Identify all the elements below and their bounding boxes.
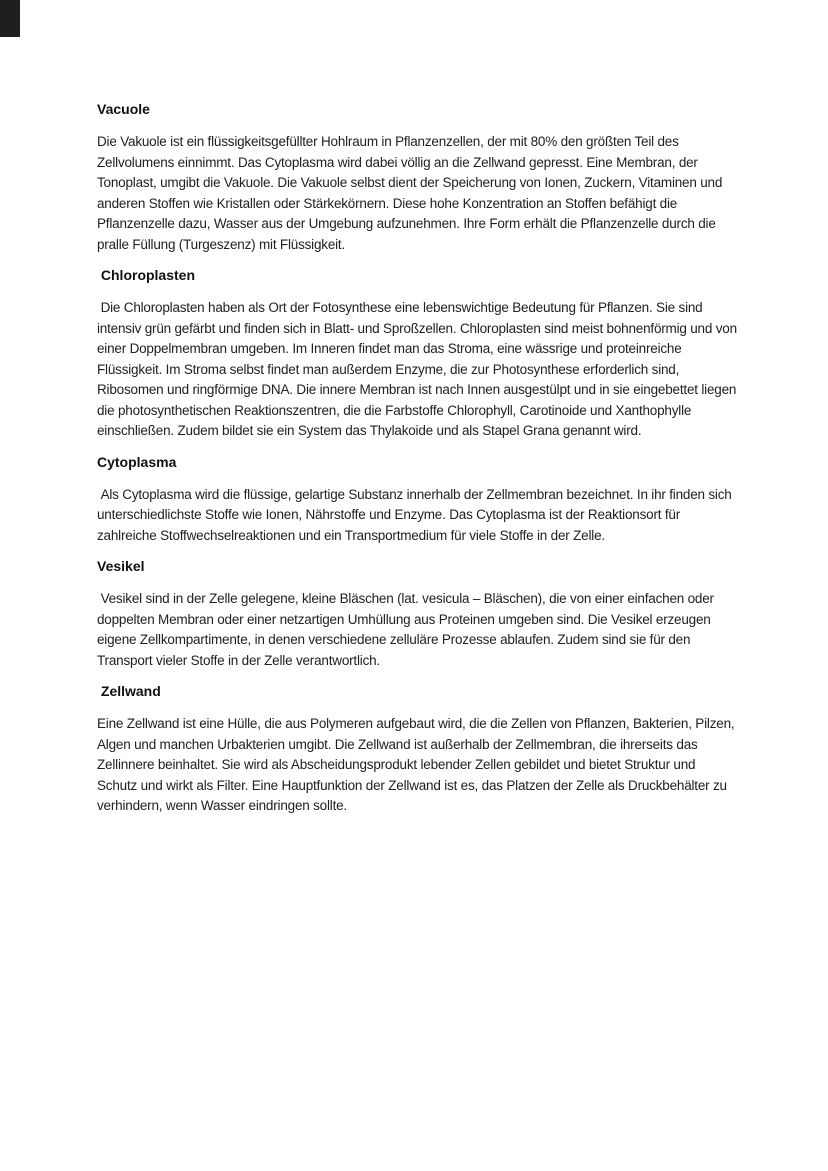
section-vacuole (97, 99, 738, 255)
heading-zellwand: Zellwand (97, 683, 161, 699)
document-content (97, 99, 741, 827)
paragraph-vacuole: Die Vakuole ist ein flüssigkeitsgefüllter Hohlraum in Pflanzenzellen, der mit 80% den größten Teil des Zellvolumens einnimmt. Das Cytoplasma wird dabei völlig an die Zellwand gepresst. Eine Membran, der Tonoplast, umgibt die Vakuole. Die Vakuole selbst dient der Speicherung von Ionen, Zuckern, Vitaminen und anderen Stoffen wie Kristallen oder Stärkekörnern. Diese hohe Konzentration an Stoffen befähigt die Pflanzenzelle dazu, Wasser aus der Umgebung aufzunehmen. Ihre Form erhält die Pflanzenzelle durch die pralle Füllung (Turgeszenz) mit Flüssigkeit. (97, 134, 726, 252)
paragraph-cytoplasma: Als Cytoplasma wird die flüssige, gelartige Substanz innerhalb der Zellmembran bezeichnet. In ihr finden sich unterschiedlichste Stoffe wie Ionen, Nährstoffe und Enzyme. Das Cytoplasma ist der Reaktionsort für zahlreiche Stoffwechselreaktionen und ein Transportmedium für viele Stoffe in der Zelle. (97, 486, 736, 543)
heading-vesikel: Vesikel (97, 558, 145, 574)
section-chloroplasten (97, 265, 741, 442)
section-vesikel (97, 556, 738, 671)
heading-vacuole: Vacuole (97, 101, 150, 117)
corner-artifact (0, 0, 20, 37)
paragraph-zellwand: Eine Zellwand ist eine Hülle, die aus Polymeren aufgebaut wird, die die Zellen von Pflanzen, Bakterien, Pilzen, Algen und manchen Urbakterien umgibt. Die Zellwand ist außerhalb der Zellmembran, die ihrerseits das Zellinnere beinhaltet. Sie wird als Abscheidungsprodukt lebender Zellen gebildet und bietet Struktur und Schutz und wirkt als Filter. Eine Hauptfunktion der Zellwand ist es, das Platzen der Zelle als Druckbehälter zu verhindern, wenn Wasser eindringen sollte. (97, 716, 738, 813)
heading-cytoplasma: Cytoplasma (97, 453, 177, 470)
heading-chloroplasten: Chloroplasten (97, 267, 196, 283)
section-cytoplasma (97, 452, 738, 547)
paragraph-vesikel: Vesikel sind in der Zelle gelegene, kleine Bläschen (lat. vesicula – Bläschen), die von einer einfachen oder doppelten Membran oder einer netzartigen Umhüllung aus Proteinen umgeben sind. Die Vesikel erzeugen eigene Zellkompartimente, in denen verschiedene zelluläre Prozesse ablaufen. Zudem sind sie für den Transport vieler Stoffe in der Zelle verantwortlich. (97, 591, 718, 668)
section-zellwand (97, 681, 738, 817)
paragraph-chloroplasten: Die Chloroplasten haben als Ort der Fotosynthese eine lebenswichtige Bedeutung für Pflanzen. Sie sind intensiv grün gefärbt und finden sich in Blatt- und Sproßzellen. Chloroplasten sind meist bohnenförmig und von einer Doppelmembran umgeben. Im Inneren findet man das Stroma, eine wässrige und proteinreiche Flüssigkeit. Im Stroma selbst findet man außerdem Enzyme, die zur Photosynthese erforderlich sind, Ribosomen und ringförmige DNA. Die innere Membran ist nach Innen ausgestülpt und in sie eingebettet liegen die photosynthetischen Reaktionszentren, die die Farbstoffe Chlorophyll, Carotinoide und Xanthophylle einschließen. Zudem bildet sie ein System das Thylakoide und als Stapel Grana genannt wird. (97, 300, 741, 438)
